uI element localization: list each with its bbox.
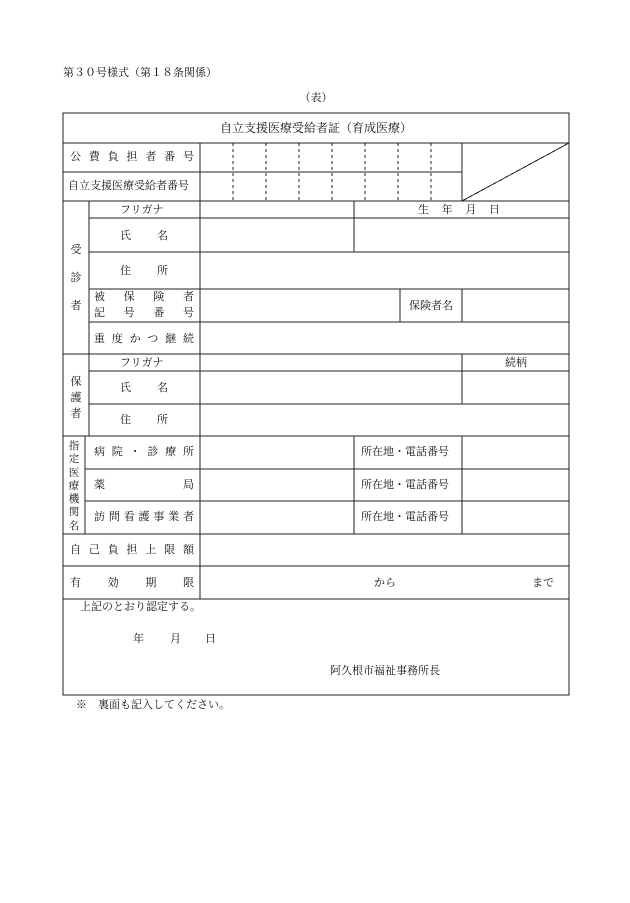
patient-furigana-label: フリガナ	[120, 203, 164, 216]
pharmacy-address-label: 所在地・電話番号	[361, 478, 449, 491]
validity-to: まで	[532, 576, 554, 589]
date-year: 年	[133, 632, 144, 645]
guardian-address-label: 住 所	[120, 413, 168, 426]
institution-group-label: 指 定 医 療 機 関 名	[68, 440, 80, 532]
patient-address-label: 住 所	[120, 264, 168, 277]
patient-dob-label: 生 年 月 日	[418, 203, 500, 216]
validity-from: から	[374, 576, 396, 589]
recipient-number-label: 自立支援医療受給者番号	[68, 179, 189, 192]
guardian-relation-label: 続柄	[505, 356, 527, 369]
patient-group-label: 受 診 者	[70, 243, 82, 312]
form-number: 第３０号様式（第１８条関係）	[63, 66, 217, 79]
side-label: （表）	[299, 91, 333, 104]
issuer-name: 阿久根市福祉事務所長	[330, 664, 440, 677]
footnote: ※ 裏面も記入してください。	[76, 698, 230, 711]
insurer-name-label: 保険者名	[409, 299, 453, 312]
home-nursing-address-label: 所在地・電話番号	[361, 510, 449, 523]
guardian-furigana-label: フリガナ	[120, 356, 164, 369]
validity-label: 有 効 期 限	[70, 576, 194, 589]
patient-name-label: 氏 名	[120, 229, 168, 242]
insured-label-1: 被 保 険 者	[94, 290, 194, 303]
certification-text: 上記のとおり認定する。	[80, 600, 201, 613]
pharmacy-label: 薬 局	[94, 478, 194, 491]
insured-label-2: 記 号 番 号	[94, 306, 194, 319]
home-nursing-label: 訪 問 看 護 事 業 者	[94, 510, 194, 523]
copay-limit-label: 自 己 負 担 上 限 額	[70, 543, 194, 556]
severe-continuous-label: 重 度 か つ 継 続	[94, 332, 194, 345]
guardian-group-label: 保 護 者	[70, 375, 82, 420]
form-title: 自立支援医療受給者証（育成医療）	[219, 121, 413, 135]
public-payer-number-label: 公 費 負 担 者 番 号	[70, 150, 194, 163]
date-day: 日	[205, 632, 216, 645]
guardian-name-label: 氏 名	[120, 381, 168, 394]
hospital-address-label: 所在地・電話番号	[361, 445, 449, 458]
date-month: 月	[170, 632, 181, 645]
hospital-label: 病 院 ・ 診 療 所	[94, 445, 194, 458]
